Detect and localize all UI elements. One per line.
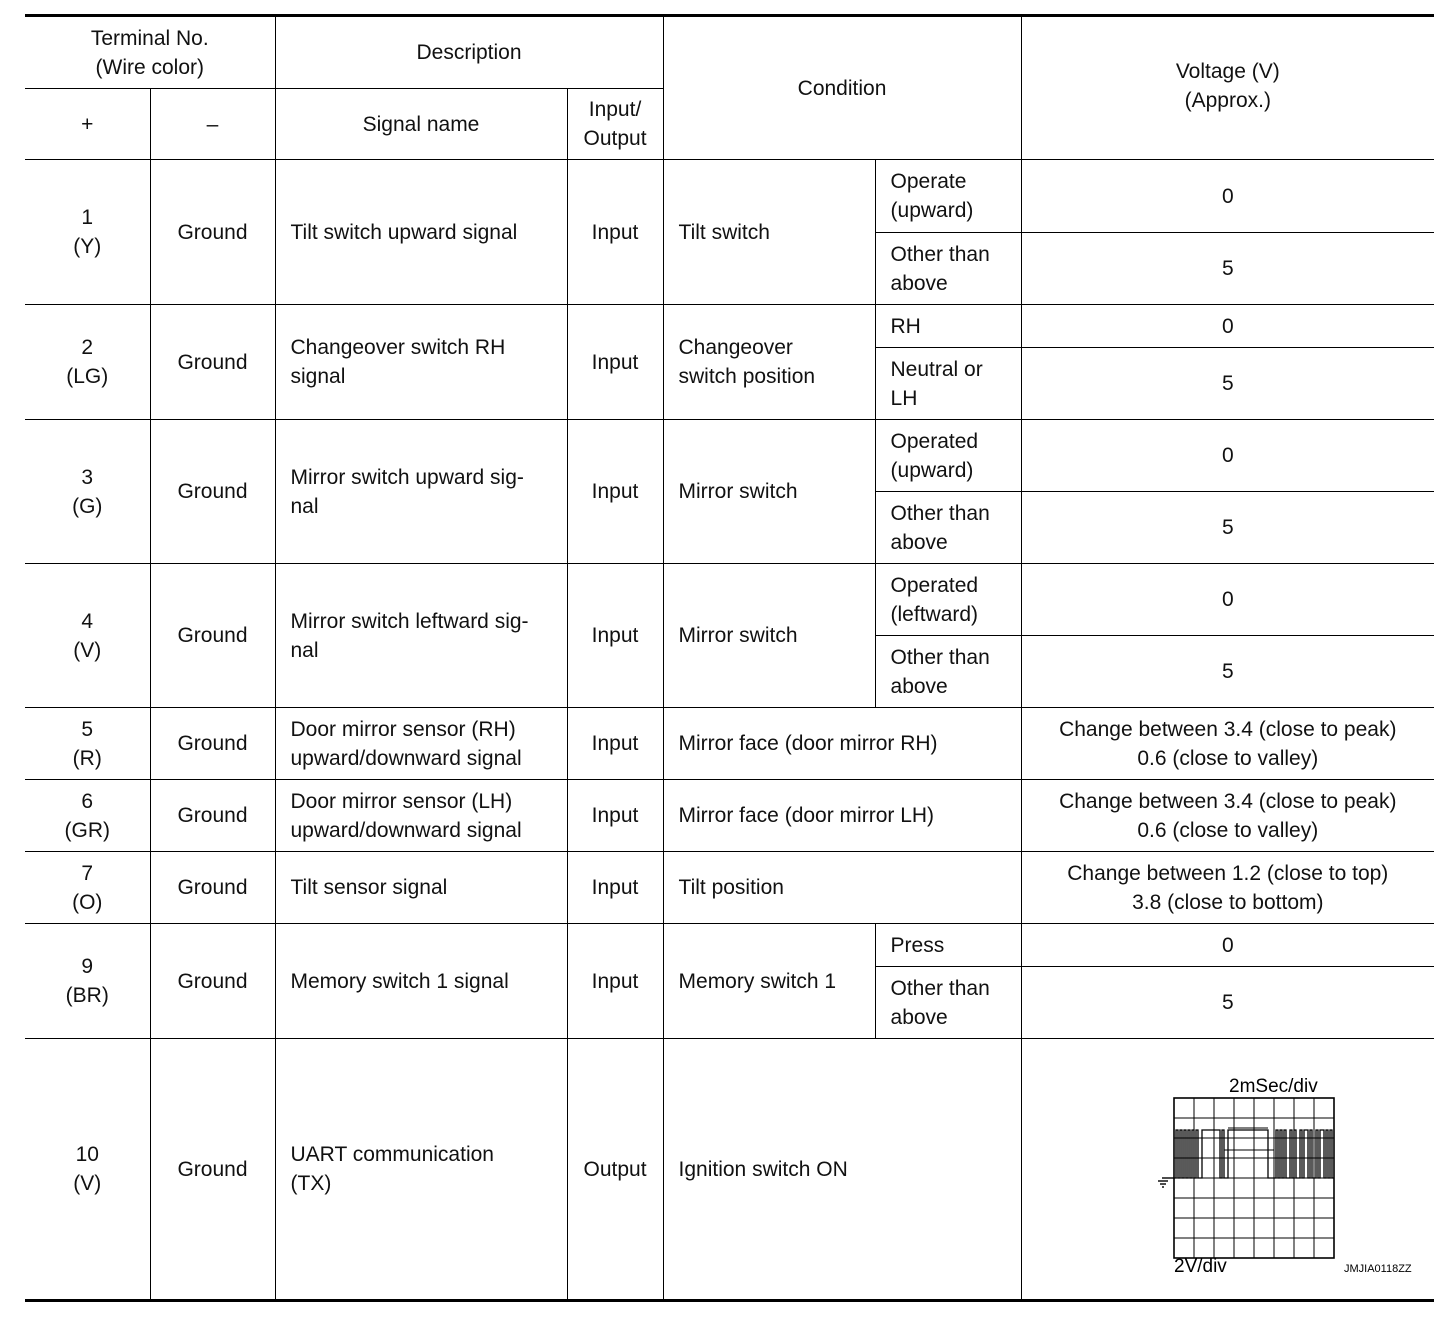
table-row [25, 160, 1434, 233]
terminal-cell: 9 (BR) [25, 924, 150, 1039]
io-cell: Input [567, 708, 663, 780]
voltage-cell: 0 [1021, 924, 1434, 967]
signal-cell: Changeover switch RH signal [275, 305, 567, 420]
condition-cell: Mirror switch [663, 564, 875, 708]
uart-signal-overlay [1224, 1128, 1274, 1150]
table-row [25, 305, 1434, 348]
io-cell: Input [567, 852, 663, 924]
signal-cell: UART communication (TX) [275, 1039, 567, 1301]
terminal-cell: 2 (LG) [25, 305, 150, 420]
voltage-cell: 5 [1021, 967, 1434, 1039]
voltage-cell: Change between 1.2 (close to top) 3.8 (close to bottom) [1021, 852, 1434, 924]
figure-id: JMJIA0118ZZ [1343, 1263, 1412, 1275]
signal-cell: Door mirror sensor (RH) upward/downward signal [275, 708, 567, 780]
table-row [25, 708, 1434, 780]
header-io: Input/ Output [567, 89, 663, 160]
ground-cell: Ground [150, 1039, 275, 1301]
header-signal-name: Signal name [275, 89, 567, 160]
io-cell: Output [567, 1039, 663, 1301]
header-terminal-no: Terminal No. (Wire color) [25, 16, 275, 89]
voltage-cell: 5 [1021, 636, 1434, 708]
condition-cell: Tilt position [663, 852, 1021, 924]
table-row [25, 1039, 1434, 1301]
terminal-cell: 10 (V) [25, 1039, 150, 1301]
time-div-label: 2mSec/div [1228, 1076, 1318, 1097]
header-minus: – [150, 89, 275, 160]
io-cell: Input [567, 305, 663, 420]
table-row [25, 420, 1434, 492]
state-cell: Neutral or LH [875, 348, 1021, 420]
ground-cell: Ground [150, 924, 275, 1039]
header-plus: + [25, 89, 150, 160]
io-cell: Input [567, 780, 663, 852]
table-row [25, 924, 1434, 967]
io-cell: Input [567, 160, 663, 305]
table-row [25, 564, 1434, 636]
voltage-cell: 5 [1021, 233, 1434, 305]
voltage-cell: 0 [1021, 160, 1434, 233]
state-cell: Other than above [875, 636, 1021, 708]
condition-cell: Mirror switch [663, 420, 875, 564]
io-cell: Input [567, 564, 663, 708]
oscilloscope-waveform [1078, 1064, 1412, 1277]
header-voltage: Voltage (V) (Approx.) [1021, 16, 1434, 160]
voltage-cell: 0 [1021, 305, 1434, 348]
voltage-cell: Change between 3.4 (close to peak) 0.6 (close to valley) [1021, 780, 1434, 852]
state-cell: Press [875, 924, 1021, 967]
ground-symbol-icon [1158, 1178, 1174, 1187]
state-cell: Other than above [875, 492, 1021, 564]
terminal-cell: 6 (GR) [25, 780, 150, 852]
state-cell: Operated (leftward) [875, 564, 1021, 636]
signal-cell: Mirror switch upward sig- nal [275, 420, 567, 564]
state-cell: Other than above [875, 233, 1021, 305]
voltage-cell: 0 [1021, 564, 1434, 636]
terminal-cell: 5 (R) [25, 708, 150, 780]
header-condition: Condition [663, 16, 1021, 160]
state-cell: Operate (upward) [875, 160, 1021, 233]
io-cell: Input [567, 924, 663, 1039]
header-description: Description [275, 16, 663, 89]
condition-cell: Ignition switch ON [663, 1039, 1021, 1301]
voltage-cell: 5 [1021, 348, 1434, 420]
state-cell: Other than above [875, 967, 1021, 1039]
ground-cell: Ground [150, 780, 275, 852]
volt-div-label: 2V/div [1173, 1256, 1227, 1277]
signal-cell: Door mirror sensor (LH) upward/downward signal [275, 780, 567, 852]
voltage-cell: Change between 3.4 (close to peak) 0.6 (close to valley) [1021, 708, 1434, 780]
condition-cell: Mirror face (door mirror LH) [663, 780, 1021, 852]
voltage-cell [1021, 1039, 1434, 1301]
table-row [25, 780, 1434, 852]
condition-cell: Mirror face (door mirror RH) [663, 708, 1021, 780]
signal-cell: Memory switch 1 signal [275, 924, 567, 1039]
signal-cell: Tilt sensor signal [275, 852, 567, 924]
condition-cell: Memory switch 1 [663, 924, 875, 1039]
voltage-cell: 5 [1021, 492, 1434, 564]
ground-cell: Ground [150, 852, 275, 924]
ground-cell: Ground [150, 420, 275, 564]
ground-cell: Ground [150, 708, 275, 780]
state-cell: Operated (upward) [875, 420, 1021, 492]
signal-cell: Tilt switch upward signal [275, 160, 567, 305]
ground-cell: Ground [150, 305, 275, 420]
table-row [25, 852, 1434, 924]
terminal-cell: 1 (Y) [25, 160, 150, 305]
io-cell: Input [567, 420, 663, 564]
condition-cell: Tilt switch [663, 160, 875, 305]
terminal-cell: 4 (V) [25, 564, 150, 708]
signal-cell: Mirror switch leftward sig- nal [275, 564, 567, 708]
terminal-cell: 7 (O) [25, 852, 150, 924]
condition-cell: Changeover switch position [663, 305, 875, 420]
state-cell: RH [875, 305, 1021, 348]
ground-cell: Ground [150, 564, 275, 708]
terminal-cell: 3 (G) [25, 420, 150, 564]
terminal-table [25, 14, 1434, 1302]
voltage-cell: 0 [1021, 420, 1434, 492]
ground-cell: Ground [150, 160, 275, 305]
